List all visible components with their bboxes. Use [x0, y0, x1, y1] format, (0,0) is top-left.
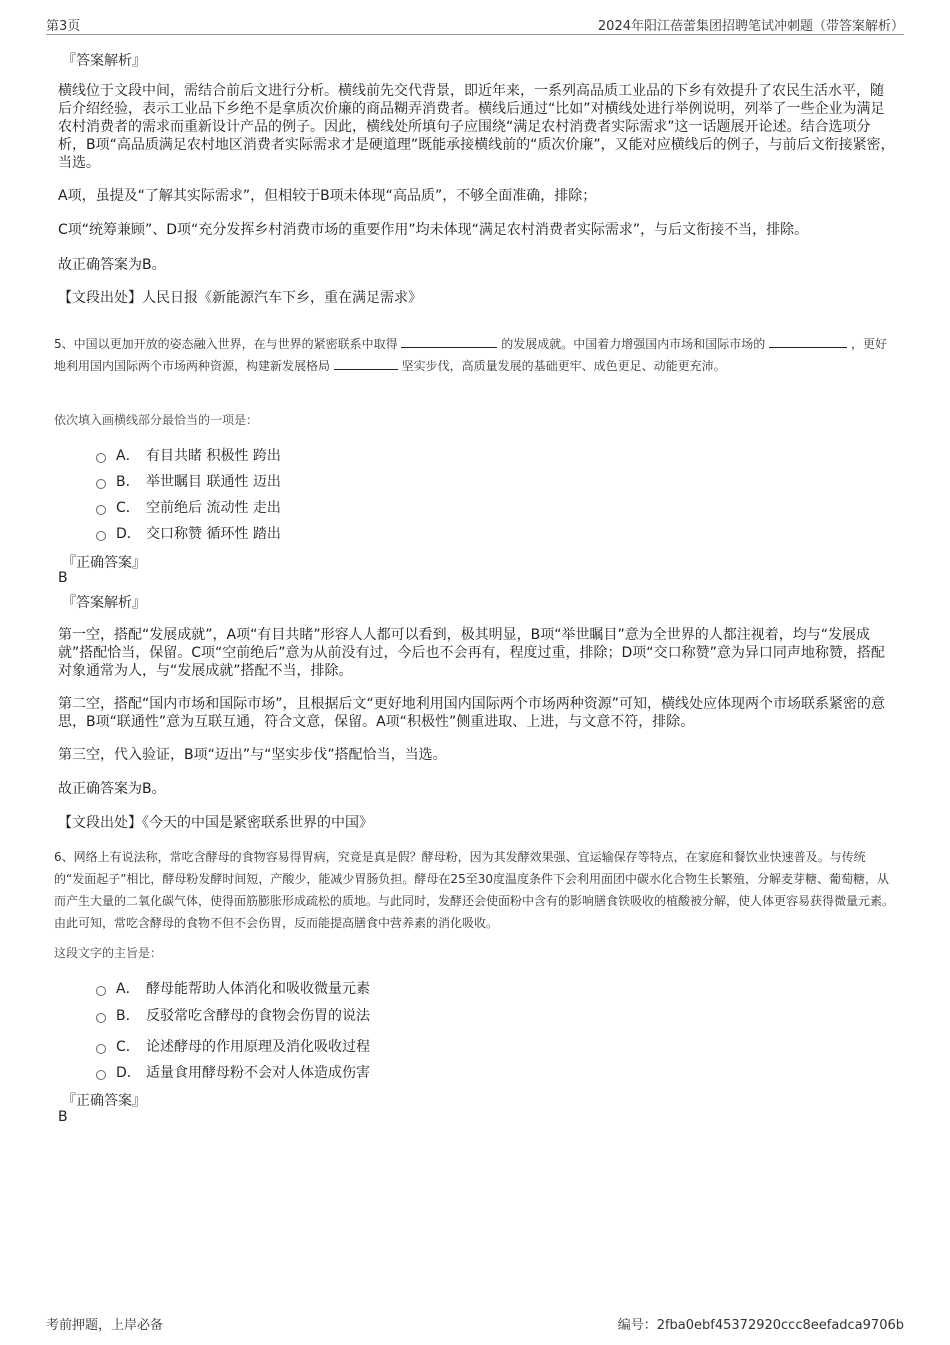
radio-icon[interactable]: [96, 1013, 106, 1023]
document-code: 编号：2fba0ebf45372920ccc8eefadca9706b: [617, 1318, 904, 1333]
option-letter: A．: [116, 981, 140, 997]
q6-option-c[interactable]: [96, 1036, 370, 1056]
option-letter: B．: [116, 1008, 140, 1024]
option-letter: D．: [116, 1065, 141, 1081]
q5-stem-part-3: ，更好地利用国内国际两个市场两种资源，构建新发展格局: [54, 337, 887, 373]
option-letter: A．: [116, 448, 140, 464]
option-text: 有目共睹 积极性 跨出: [146, 448, 281, 464]
q5-stem: [54, 333, 894, 377]
option-letter: C．: [116, 1039, 140, 1055]
q6-option-b[interactable]: [96, 1005, 370, 1025]
page-header: [46, 14, 904, 35]
q5-stem-part-4: 坚实步伐，高质量发展的基础更牢、成色更足、动能更充沛。: [401, 359, 726, 373]
q4-analysis-paragraph-3: C项“统筹兼顾”、D项“充分发挥乡村消费市场的重要作用”均未体现“满足农村消费者实际需求”，与后文衔接不当，排除。: [58, 222, 809, 238]
option-text: 论述酵母的作用原理及消化吸收过程: [146, 1039, 370, 1055]
q6-answer-label: 『正确答案』: [62, 1093, 146, 1109]
option-text: 举世瞩目 联通性 迈出: [146, 474, 281, 490]
q5-blank-3: [334, 357, 398, 370]
radio-icon[interactable]: [96, 453, 106, 463]
q5-stem-part-2: 的发展成就。中国着力增强国内市场和国际市场的: [501, 337, 766, 351]
q4-source: 【文段出处】人民日报《新能源汽车下乡，重在满足需求》: [58, 290, 422, 306]
radio-icon[interactable]: [96, 986, 106, 996]
q6-prompt: 这段文字的主旨是：: [54, 946, 163, 960]
radio-icon[interactable]: [96, 1070, 106, 1080]
radio-icon[interactable]: [96, 505, 106, 515]
option-letter: B．: [116, 474, 140, 490]
option-text: 酵母能帮助人体消化和吸收微量元素: [146, 981, 370, 997]
q5-analysis-label: 『答案解析』: [62, 595, 146, 611]
q5-option-a[interactable]: [96, 445, 281, 465]
q6-option-a[interactable]: [96, 978, 370, 998]
document-title: 2024年阳江蓓蕾集团招聘笔试冲刺题（带答案解析）: [597, 19, 904, 34]
q5-analysis-paragraph-4: 故正确答案为B。: [58, 781, 166, 797]
option-letter: D．: [116, 526, 141, 542]
q5-source: 【文段出处】《今天的中国是紧密联系世界的中国》: [58, 815, 373, 831]
q4-analysis-paragraph-4: 故正确答案为B。: [58, 257, 166, 273]
q6-stem: 6、网络上有说法称，常吃含酵母的食物容易得胃病，究竟是真是假？酵母粉，因为其发酵效果强、宜运输保存等特点，在家庭和餐饮业快速普及。与传统的“发面起子”相比，酵母粉发酵时间短，产酸少，能减少胃肠负担。酵母在25至30度温度条件下会利用面团中碳水化合物生长繁殖，分解麦芽糖、葡萄糖，从而产生大量的二氧化碳气体，使得面筋膨胀形成疏松的质地。与此同时，发酵还会使面粉中含有的影响膳食铁吸收的植酸被分解，使人体更容易获得微量元素。由此可知，常吃含酵母的食物不但不会伤胃，反而能提高膳食中营养素的消化吸收。: [54, 850, 895, 930]
q4-analysis-paragraph-1: 横线位于文段中间，需结合前后文进行分析。横线前先交代背景，即近年来，一系列高品质工业品的下乡有效提升了农民生活水平，随后介绍经验，表示工业品下乡绝不是拿质次价廉的商品糊弄消费者。横线后通过“比如”对横线处进行举例说明，列举了一些企业为满足农村消费者的需求而重新设计产品的例子。因此，横线处所填句子应围绕“满足农村消费者实际需求”这一话题展开论述。结合选项分析，B项“高品质满足农村地区消费者实际需求才是硬道理”既能承接横线前的“质次价廉”，又能对应横线后的例子，与前后文衔接紧密，当选。: [58, 83, 895, 171]
option-letter: C．: [116, 500, 140, 516]
option-text: 交口称赞 循环性 踏出: [146, 526, 281, 542]
q5-answer-value: B: [58, 570, 68, 586]
q5-option-b[interactable]: [96, 471, 281, 491]
option-text: 适量食用酵母粉不会对人体造成伤害: [146, 1065, 370, 1081]
q4-analysis-paragraph-2: A项，虽提及“了解其实际需求”，但相较于B项未体现“高品质”，不够全面准确，排除；: [58, 188, 597, 204]
q5-option-d[interactable]: [96, 523, 281, 543]
q5-answer-label: 『正确答案』: [62, 555, 146, 571]
q4-analysis-label: 『答案解析』: [62, 53, 146, 69]
option-text: 反驳常吃含酵母的食物会伤胃的说法: [146, 1008, 370, 1024]
q6-answer-value: B: [58, 1109, 68, 1125]
page-number: 第3页: [46, 19, 81, 34]
footer-slogan: 考前押题，上岸必备: [46, 1318, 164, 1333]
radio-icon[interactable]: [96, 479, 106, 489]
q5-blank-1: [401, 335, 497, 348]
q6-option-d[interactable]: [96, 1062, 370, 1082]
q5-prompt: 依次填入画横线部分最恰当的一项是：: [54, 413, 259, 427]
q5-analysis-paragraph-3: 第三空，代入验证，B项“迈出”与“坚实步伐”搭配恰当，当选。: [58, 747, 447, 763]
radio-icon[interactable]: [96, 1044, 106, 1054]
option-text: 空前绝后 流动性 走出: [146, 500, 281, 516]
q5-option-c[interactable]: [96, 497, 281, 517]
q5-stem-part-1: 5、中国以更加开放的姿态融入世界，在与世界的紧密联系中取得: [54, 337, 398, 351]
q5-blank-2: [769, 335, 847, 348]
q5-analysis-paragraph-2: 第二空，搭配“国内市场和国际市场”，且根据后文“更好地利用国内国际两个市场两种资源”可知，横线处应体现两个市场联系紧密的意思，B项“联通性”意为互联互通，符合文意，保留。A项“积极性”侧重进取、上进，与文意不符，排除。: [58, 696, 886, 730]
radio-icon[interactable]: [96, 531, 106, 541]
q5-analysis-paragraph-1: 第一空，搭配“发展成就”，A项“有目共睹”形容人人都可以看到，极其明显，B项“举世瞩目”意为全世界的人都注视着，均与“发展成就”搭配恰当，保留。C项“空前绝后”意为从前没有过，今后也不会再有，程度过重，排除；D项“交口称赞”意为异口同声地称赞，搭配对象通常为人，与“发展成就”搭配不当，排除。: [58, 627, 885, 679]
